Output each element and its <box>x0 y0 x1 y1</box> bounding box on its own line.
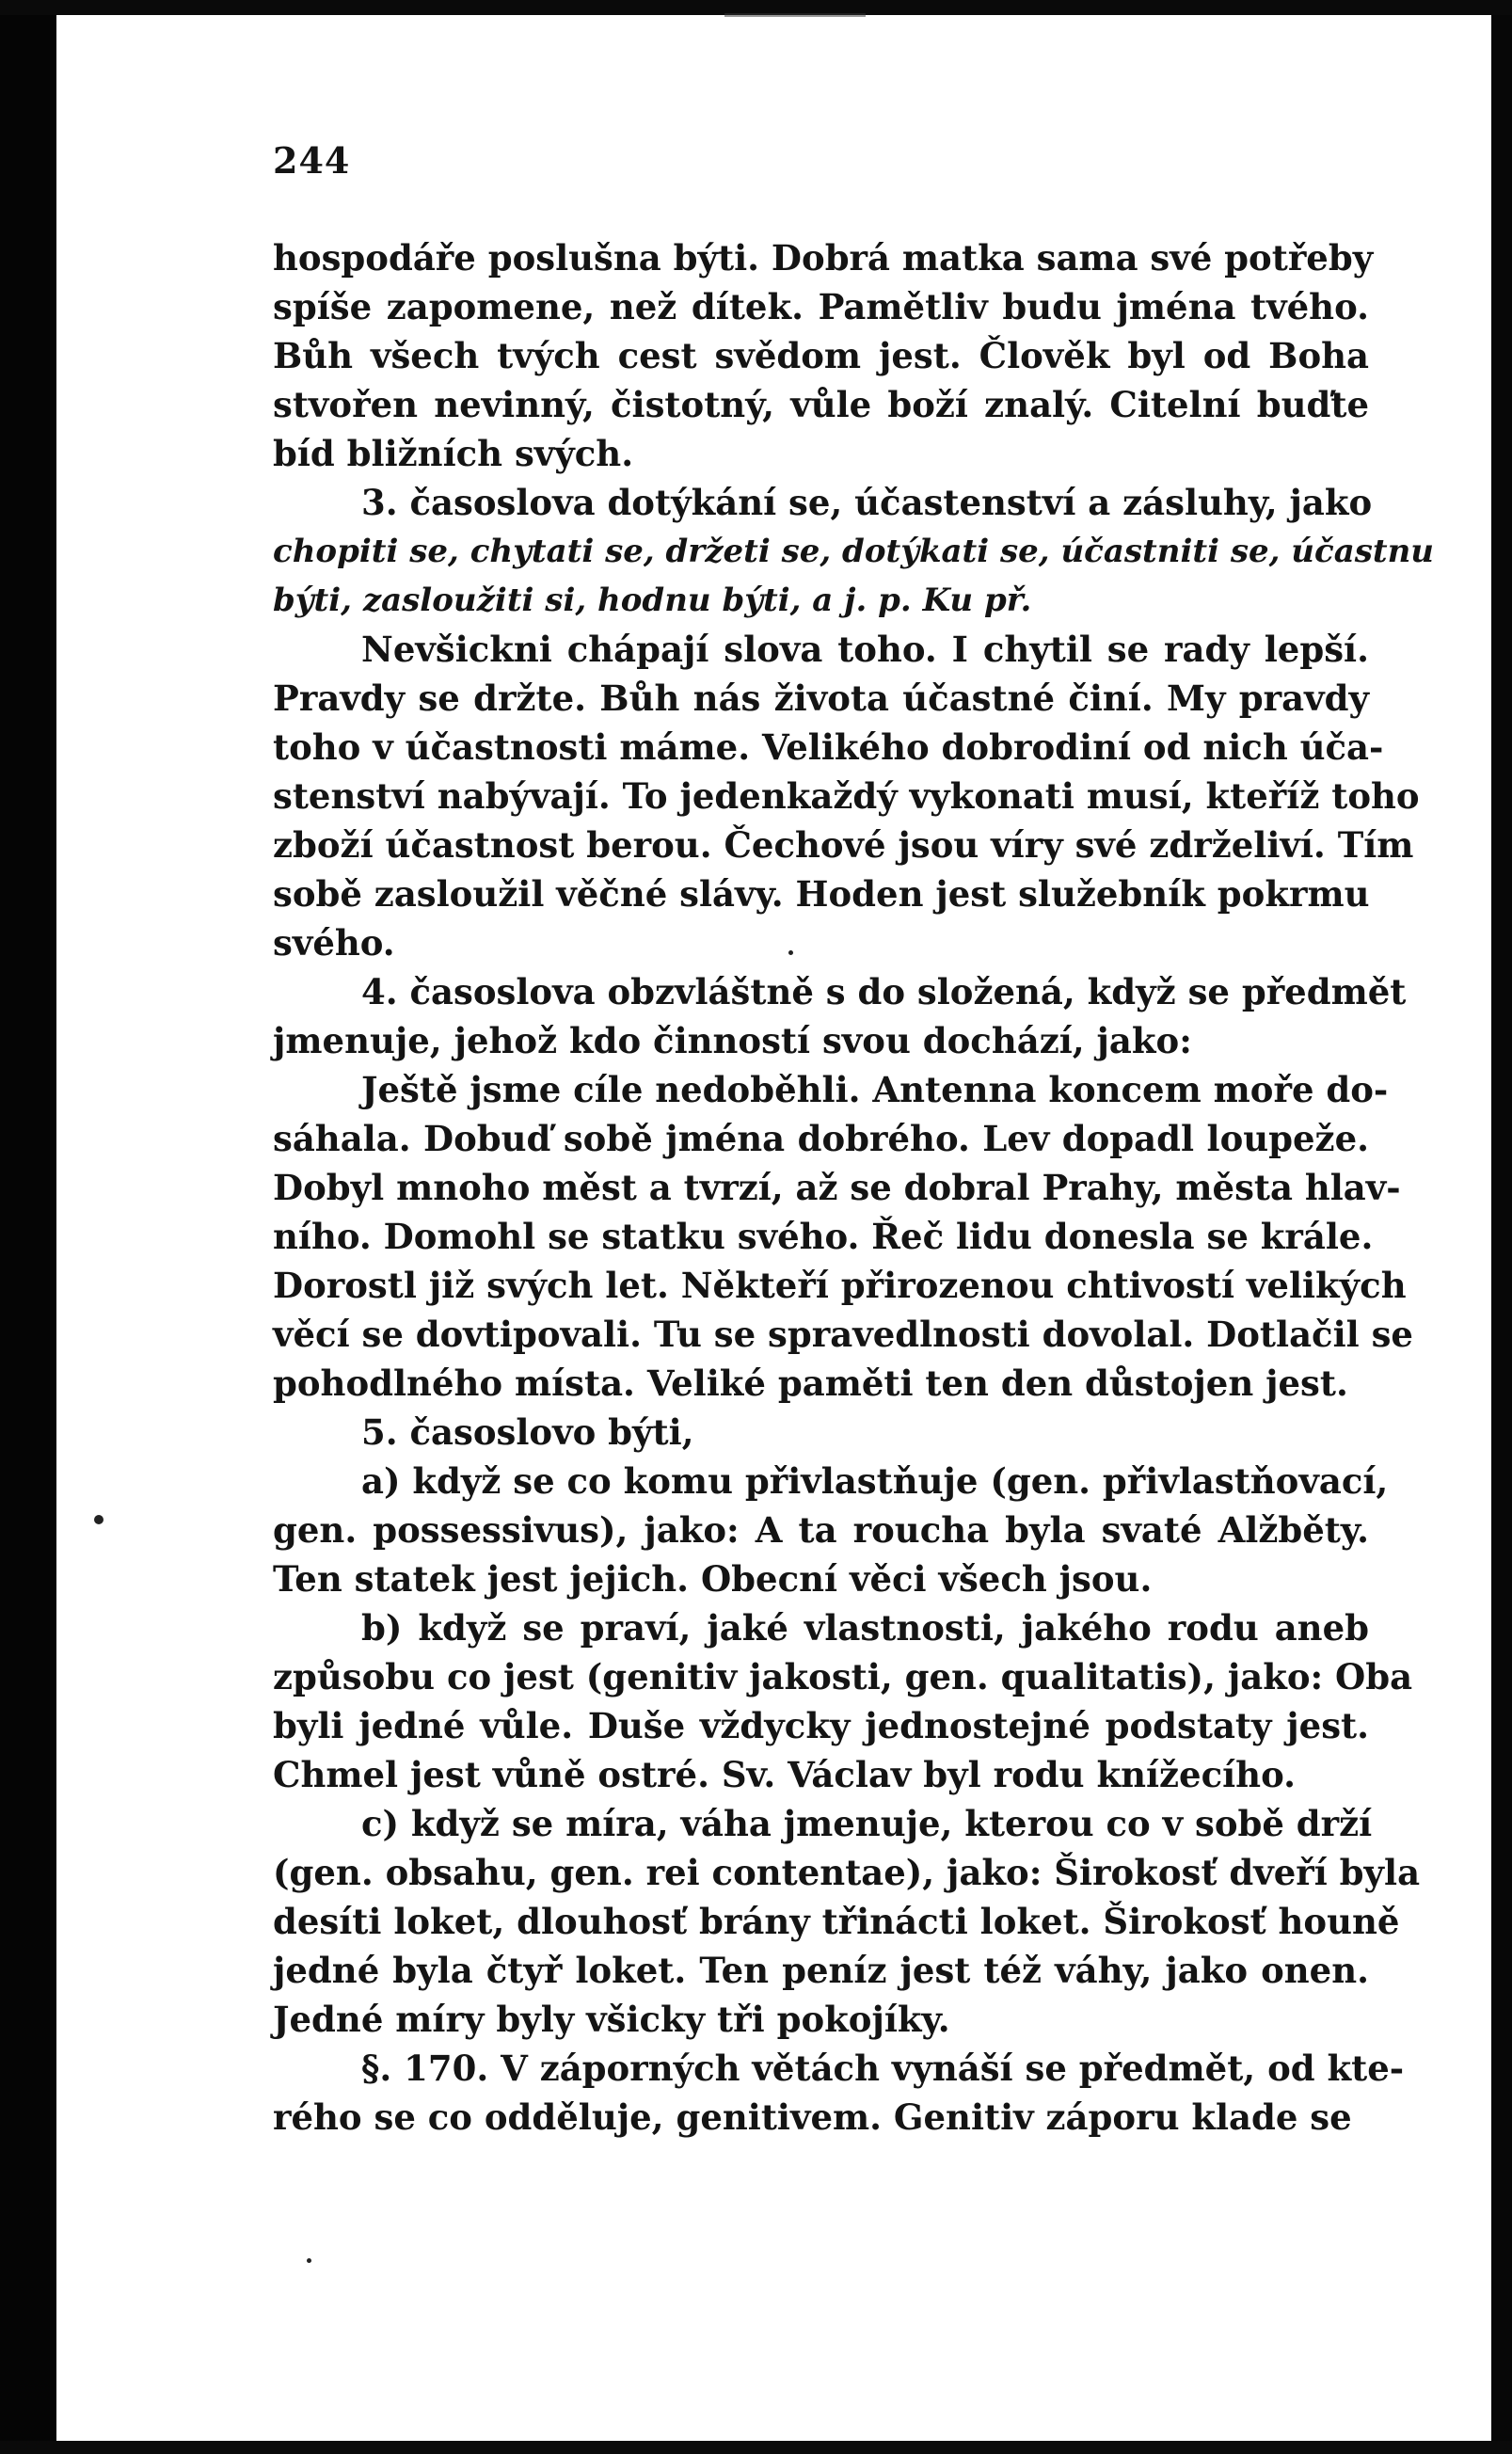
text-line: Dobyl mnoho měst a tvrzí, až se dobral Prahy, města hlav- <box>273 1167 1401 1208</box>
text-line: gen. possessivus), jako: A ta roucha byla svaté Alžběty. <box>273 1509 1369 1551</box>
scan-mark <box>724 13 866 17</box>
text-line: hospodáře poslušna býti. Dobrá matka sama své potřeby <box>273 237 1374 279</box>
text-line: 3. časoslova dotýkání se, účastenství a zásluhy, jako <box>361 482 1373 523</box>
scan-border-left <box>0 0 56 2454</box>
text-line: sobě zasloužil věčné slávy. Hoden jest služebník pokrmu <box>273 873 1370 915</box>
text-line: Ještě jsme cíle nedoběhli. Antenna koncem moře do- <box>361 1069 1389 1110</box>
text-line: svého. <box>273 922 395 964</box>
text-line: Chmel jest vůně ostré. Sv. Václav byl rodu knížecího. <box>273 1754 1296 1795</box>
text-line: desíti loket, dlouhosť brány třinácti loket. Širokosť houně <box>273 1901 1400 1942</box>
text-line: Ten statek jest jejich. Obecní věci všech jsou. <box>273 1558 1153 1600</box>
text-line: stenství nabývají. To jedenkaždý vykonati musí, kteříž toho <box>273 775 1420 817</box>
text-line: byli jedné vůle. Duše vždycky jednostejné podstaty jest. <box>273 1705 1369 1746</box>
ink-speck <box>94 1515 103 1524</box>
text-line: c) když se míra, váha jmenuje, kterou co v sobě drží <box>361 1803 1373 1844</box>
text-line: věcí se dovtipovali. Tu se spravedlnosti dovolal. Dotlačil se <box>273 1314 1413 1355</box>
text-line: bíd bližních svých. <box>273 433 634 474</box>
text-line: (gen. obsahu, gen. rei contentae), jako: Širokosť dveří byla <box>273 1852 1421 1893</box>
text-line: býti, zasloužiti si, hodnu býti, a j. p. Ku př. <box>273 582 1032 619</box>
scan-border-right <box>1491 0 1512 2454</box>
text-line: Pravdy se držte. Bůh nás života účastné činí. My pravdy <box>273 677 1369 719</box>
text-line: chopiti se, chytati se, držeti se, dotýkati se, účastniti se, účastnu <box>273 533 1435 570</box>
page-number: 244 <box>273 139 351 182</box>
text-line: a) když se co komu přivlastňuje (gen. přivlastňovací, <box>361 1460 1389 1502</box>
text-line: b) když se praví, jaké vlastnosti, jakého rodu aneb <box>361 1607 1369 1649</box>
text-line: Bůh všech tvých cest svědom jest. Člověk byl od Boha <box>273 335 1369 376</box>
text-line: jmenuje, jehož kdo činností svou dochází, jako: <box>273 1020 1192 1061</box>
text-line: toho v účastnosti máme. Velikého dobrodiní od nich úča- <box>273 726 1384 768</box>
text-line: spíše zapomene, než dítek. Pamětliv budu jména tvého. <box>273 286 1369 327</box>
text-line: rého se co odděluje, genitivem. Genitiv záporu klade se <box>273 2096 1352 2138</box>
body-text <box>273 233 1435 2142</box>
text-line: Nevšickni chápají slova toho. I chytil se rady lepší. <box>361 629 1369 670</box>
text-line: jedné byla čtyř loket. Ten peníz jest též váhy, jako onen. <box>273 1950 1369 1991</box>
text-line: ního. Domohl se statku svého. Řeč lidu donesla se krále. <box>273 1216 1374 1257</box>
text-line: 5. časoslovo býti, <box>361 1411 694 1453</box>
text-line: 4. časoslova obzvláštně s do složená, když se předmět <box>361 971 1407 1012</box>
text-line: sáhala. Dobuď sobě jména dobrého. Lev dopadl loupeže. <box>273 1118 1369 1159</box>
ink-speck <box>788 950 793 955</box>
text-line: §. 170. V záporných větách vynáší se předmět, od kte- <box>361 2048 1405 2089</box>
text-line: Dorostl již svých let. Někteří přirozenou chtivostí velikých <box>273 1265 1407 1306</box>
text-line: způsobu co jest (genitiv jakosti, gen. qualitatis), jako: Oba <box>273 1656 1413 1697</box>
text-line: zboží účastnost berou. Čechové jsou víry své zdrželiví. Tím <box>273 824 1414 866</box>
ink-speck <box>307 2258 311 2263</box>
text-line: pohodlného místa. Veliké paměti ten den důstojen jest. <box>273 1362 1348 1404</box>
text-line: Jedné míry byly všicky tři pokojíky. <box>273 1999 950 2040</box>
text-line: stvořen nevinný, čistotný, vůle boží znalý. Citelní buďte <box>273 384 1369 425</box>
scan-border-bottom <box>0 2441 1512 2454</box>
